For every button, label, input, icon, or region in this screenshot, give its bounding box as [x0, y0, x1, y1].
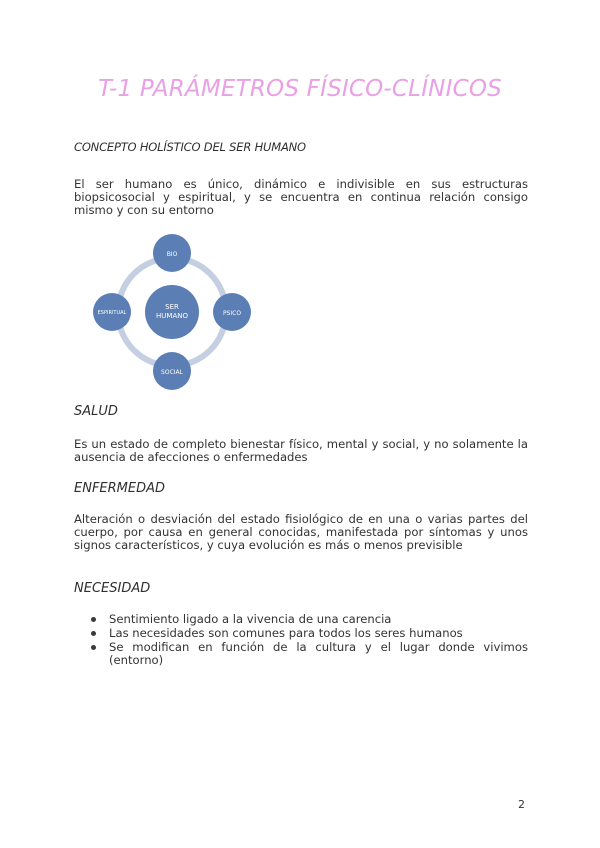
diagram-center-label-line1: SER — [165, 303, 179, 311]
diagram-node-bio-label: BIO — [166, 251, 178, 258]
section-heading-concept: CONCEPTO HOLÍSTICO DEL SER HUMANO — [74, 140, 306, 154]
holistic-diagram — [84, 232, 264, 392]
necesidad-list — [74, 613, 528, 668]
page-title: T-1 PARÁMETROS FÍSICO-CLÍNICOS — [98, 76, 502, 102]
diagram-node-psico-label: PSICO — [222, 310, 242, 317]
list-item: Se modifican en función de la cultura y el lugar donde vivimos (entorno) — [74, 641, 528, 667]
diagram-center-label-line2: HUMANO — [156, 312, 188, 320]
page-number: 2 — [518, 798, 525, 811]
concept-paragraph: El ser humano es único, dinámico e indivisible en sus estructuras biopsicosocial y espiritual, y se encuentra en continua relación consigo mismo y con su entorno — [74, 177, 528, 217]
section-heading-enfermedad: ENFERMEDAD — [74, 481, 166, 496]
list-item: Las necesidades son comunes para todos los seres humanos — [74, 627, 528, 640]
diagram-node-espiritual-label: ESPIRITUAL — [97, 310, 127, 316]
section-heading-necesidad: NECESIDAD — [74, 581, 151, 596]
section-heading-salud: SALUD — [74, 404, 118, 419]
salud-paragraph: Es un estado de completo bienestar físico, mental y social, y no solamente la ausencia de afecciones o enfermedades — [74, 437, 528, 464]
diagram-node-social-label: SOCIAL — [161, 369, 183, 376]
enfermedad-paragraph: Alteración o desviación del estado fisiológico de en una o varias partes del cuerpo, por causa en general conocidas, manifestada por síntomas y unos signos característicos, y cuya evolución es más o menos previsible — [74, 512, 528, 552]
list-item: Sentimiento ligado a la vivencia de una carencia — [74, 613, 528, 626]
